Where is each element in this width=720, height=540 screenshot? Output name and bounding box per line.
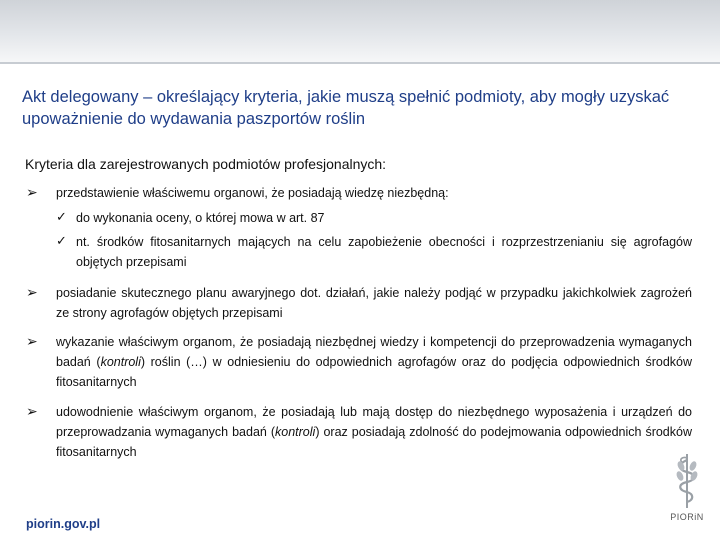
sub-item-1: [56, 208, 692, 228]
footer-url: piorin.gov.pl: [26, 517, 101, 531]
slide-title: Akt delegowany – określający kryteria, jakie muszą spełnić podmioty, aby mogły uzyskać upoważnienie do wydawania paszportów roślin: [22, 88, 670, 128]
bullet-text: [56, 402, 692, 462]
sub-item-text: do wykonania oceny, o której mowa w art. 87: [76, 211, 325, 225]
bullet-text: przedstawienie właściwemu organowi, że posiadają wiedzę niezbędną:: [56, 186, 449, 200]
bullet-text: posiadanie skutecznego planu awaryjnego dot. działań, jakie należy podjąć w przypadku jakichkolwiek zagrożeń ze strony agrofagów objętych przepisami: [56, 286, 692, 320]
sub-item-2: [56, 232, 692, 272]
bullet-text-part: udowodnienie właściwym organom, że posiadają lub mają dostęp do niezbędnego wyposażenia i urządzeń do przeprowadzania wymaganych badań (: [56, 405, 692, 439]
piorin-logo: [660, 450, 714, 528]
bullet-item-4: [26, 402, 692, 462]
checkmark-icon: ✓: [56, 233, 67, 248]
logo-text: PIORiN: [670, 512, 704, 522]
header-band: [0, 0, 720, 62]
header-divider: [0, 62, 720, 64]
bullet-text-part: ) roślin (…) w odniesieniu do odpowiednich agrofagów oraz do podjęcia odpowiednich środków fitosanitarnych: [56, 355, 692, 389]
caduceus-wheat-icon: [660, 450, 714, 510]
arrow-bullet-icon: ➢: [26, 284, 38, 300]
bullet-text: [56, 332, 692, 392]
bullet-item-3: [26, 332, 692, 392]
bullet-text-italic: kontroli: [275, 425, 316, 439]
section-heading: Kryteria dla zarejestrowanych podmiotów profesjonalnych:: [25, 156, 387, 172]
arrow-bullet-icon: ➢: [26, 403, 38, 419]
sub-item-text: nt. środków fitosanitarnych mających na celu zapobieżenie obecności i rozprzestrzenianiu się agrofagów objętych przepisami: [76, 235, 692, 269]
bullet-item-2: [26, 283, 692, 323]
checkmark-icon: ✓: [56, 209, 67, 224]
bullet-item-1: [26, 183, 692, 203]
arrow-bullet-icon: ➢: [26, 184, 38, 200]
arrow-bullet-icon: ➢: [26, 333, 38, 349]
bullet-text-italic: kontroli: [100, 355, 141, 369]
bullet-text-part: ) oraz posiadają zdolność do podejmowania odpowiednich środków fitosanitarnych: [56, 425, 692, 459]
bullet-text-part: wykazanie właściwym organom, że posiadają niezbędnej wiedzy i kompetencji do przeprowadzenia wymaganych badań (: [56, 335, 692, 369]
